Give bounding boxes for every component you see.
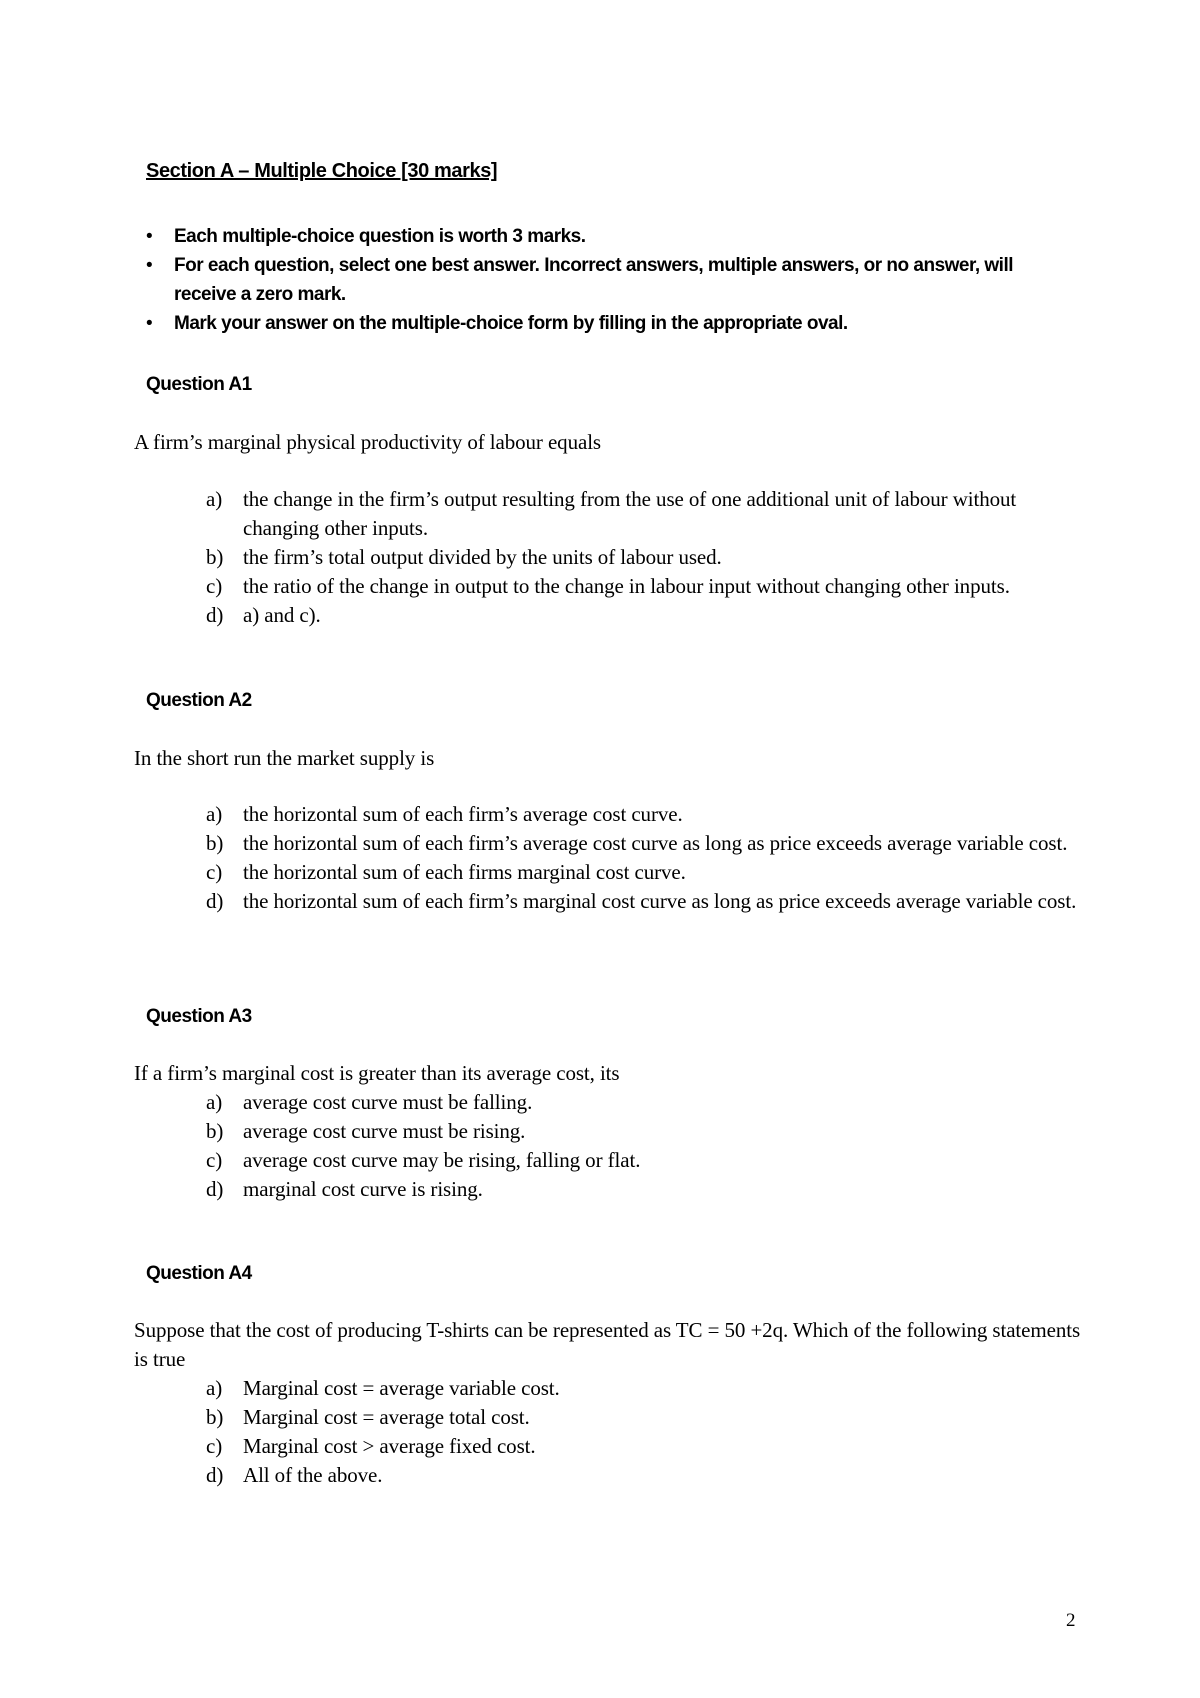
- option-letter: d): [206, 1177, 224, 1201]
- option-c: [206, 572, 1086, 601]
- option-a: [206, 1088, 1086, 1117]
- option-b: [206, 543, 1086, 572]
- option-text: All of the above.: [243, 1463, 383, 1487]
- option-letter: a): [206, 487, 223, 511]
- option-text: the horizontal sum of each firm’s marginal cost curve as long as price exceeds average variable cost.: [243, 889, 1077, 913]
- option-text: the change in the firm’s output resulting from the use of one additional unit of labour without changing other inputs.: [243, 487, 1017, 540]
- question-a4-heading: Question A4: [146, 1263, 252, 1284]
- option-text: average cost curve must be rising.: [243, 1119, 526, 1143]
- option-c: [206, 1432, 1086, 1461]
- instructions-list: [146, 222, 1076, 338]
- question-a3-heading: Question A3: [146, 1006, 252, 1027]
- option-a: [206, 800, 1086, 829]
- question-a1-options: [206, 485, 1086, 630]
- section-title: Section A – Multiple Choice [30 marks]: [146, 160, 498, 182]
- question-a1-stem: A firm’s marginal physical productivity of labour equals: [134, 430, 602, 454]
- option-text: Marginal cost = average variable cost.: [243, 1376, 560, 1400]
- option-b: [206, 829, 1086, 858]
- option-letter: c): [206, 574, 223, 598]
- option-text: the ratio of the change in output to the change in labour input without changing other inputs.: [243, 574, 1010, 598]
- question-a2-heading: Question A2: [146, 690, 252, 711]
- option-text: Marginal cost = average total cost.: [243, 1405, 530, 1429]
- option-letter: d): [206, 1463, 224, 1487]
- option-a: [206, 485, 1086, 543]
- option-c: [206, 1146, 1086, 1175]
- option-letter: a): [206, 802, 223, 826]
- option-letter: c): [206, 860, 223, 884]
- option-text: the horizontal sum of each firms marginal cost curve.: [243, 860, 686, 884]
- option-letter: b): [206, 545, 224, 569]
- option-letter: a): [206, 1376, 223, 1400]
- question-a3-stem: If a firm’s marginal cost is greater than its average cost, its: [134, 1061, 620, 1085]
- instruction-text: For each question, select one best answer. Incorrect answers, multiple answers, or no answer, will receive a zero mark.: [174, 255, 1014, 305]
- option-letter: b): [206, 831, 224, 855]
- option-d: [206, 601, 1086, 630]
- question-a4-options: [206, 1374, 1086, 1490]
- question-a2-options: [206, 800, 1086, 916]
- option-text: Marginal cost > average fixed cost.: [243, 1434, 536, 1458]
- option-letter: d): [206, 603, 224, 627]
- option-letter: c): [206, 1148, 223, 1172]
- option-text: average cost curve must be falling.: [243, 1090, 533, 1114]
- option-d: [206, 887, 1086, 916]
- instruction-text: Each multiple-choice question is worth 3 marks.: [174, 226, 586, 247]
- option-d: [206, 1175, 1086, 1204]
- option-letter: b): [206, 1405, 224, 1429]
- option-text: the horizontal sum of each firm’s average cost curve.: [243, 802, 683, 826]
- instruction-item: [146, 309, 1076, 338]
- option-text: the firm’s total output divided by the units of labour used.: [243, 545, 722, 569]
- instruction-item: [146, 251, 1076, 309]
- option-b: [206, 1403, 1086, 1432]
- bullet-icon: •: [146, 313, 153, 334]
- question-a4-stem: Suppose that the cost of producing T-shirts can be represented as TC = 50 +2q. Which of the following statements is true: [134, 1318, 1081, 1371]
- page-number: 2: [1066, 1610, 1076, 1631]
- bullet-icon: •: [146, 255, 153, 276]
- question-a1-heading: Question A1: [146, 374, 252, 395]
- option-a: [206, 1374, 1086, 1403]
- question-a2-stem: In the short run the market supply is: [134, 746, 435, 770]
- instruction-text: Mark your answer on the multiple-choice form by filling in the appropriate oval.: [174, 313, 848, 334]
- option-b: [206, 1117, 1086, 1146]
- option-letter: d): [206, 889, 224, 913]
- option-text: average cost curve may be rising, falling or flat.: [243, 1148, 641, 1172]
- option-text: marginal cost curve is rising.: [243, 1177, 483, 1201]
- option-c: [206, 858, 1086, 887]
- option-letter: c): [206, 1434, 223, 1458]
- bullet-icon: •: [146, 226, 153, 247]
- option-d: [206, 1461, 1086, 1490]
- option-letter: a): [206, 1090, 223, 1114]
- option-text: the horizontal sum of each firm’s average cost curve as long as price exceeds average variable cost.: [243, 831, 1068, 855]
- option-letter: b): [206, 1119, 224, 1143]
- option-text: a) and c).: [243, 603, 321, 627]
- question-a3-options: [206, 1088, 1086, 1204]
- instruction-item: [146, 222, 1076, 251]
